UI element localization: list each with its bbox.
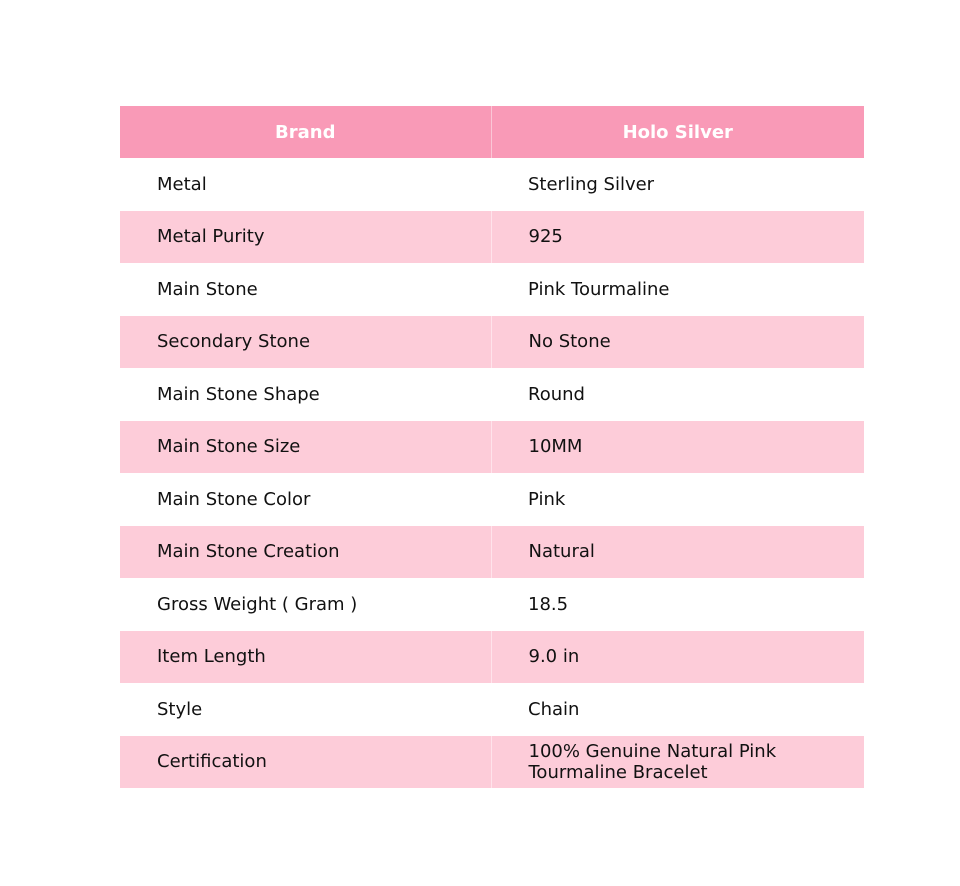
row-value-item-length: 9.0 in — [491, 631, 864, 684]
row-value-main-stone-creation: Natural — [491, 526, 864, 579]
table-row — [120, 211, 864, 264]
row-value-gross-weight: 18.5 — [491, 578, 864, 631]
row-label-metal-purity: Metal Purity — [120, 211, 491, 264]
row-value-main-stone-shape: Round — [491, 368, 864, 421]
row-label-secondary-stone: Secondary Stone — [120, 316, 491, 369]
row-label-main-stone: Main Stone — [120, 263, 491, 316]
row-label-metal: Metal — [120, 158, 491, 211]
row-label-main-stone-creation: Main Stone Creation — [120, 526, 491, 579]
table-row — [120, 736, 864, 789]
table-row — [120, 421, 864, 474]
table-row — [120, 263, 864, 316]
row-value-style: Chain — [491, 683, 864, 736]
table-row — [120, 526, 864, 579]
table-row — [120, 368, 864, 421]
table-row — [120, 158, 864, 211]
row-label-item-length: Item Length — [120, 631, 491, 684]
row-label-style: Style — [120, 683, 491, 736]
row-label-main-stone-size: Main Stone Size — [120, 421, 491, 474]
table-row — [120, 631, 864, 684]
row-value-metal: Sterling Silver — [491, 158, 864, 211]
row-value-main-stone-color: Pink — [491, 473, 864, 526]
table-header-row — [120, 106, 864, 158]
table-row — [120, 578, 864, 631]
row-label-main-stone-color: Main Stone Color — [120, 473, 491, 526]
row-value-main-stone-size: 10MM — [491, 421, 864, 474]
table-row — [120, 316, 864, 369]
row-value-main-stone: Pink Tourmaline — [491, 263, 864, 316]
product-spec-table — [120, 106, 864, 788]
row-label-main-stone-shape: Main Stone Shape — [120, 368, 491, 421]
row-label-certification: Certification — [120, 736, 491, 789]
header-brand-value: Holo Silver — [491, 106, 864, 158]
row-value-certification: 100% Genuine Natural Pink Tourmaline Bracelet — [491, 736, 864, 789]
header-brand-label: Brand — [120, 106, 491, 158]
table-row — [120, 683, 864, 736]
row-value-metal-purity: 925 — [491, 211, 864, 264]
row-value-secondary-stone: No Stone — [491, 316, 864, 369]
row-label-gross-weight: Gross Weight ( Gram ) — [120, 578, 491, 631]
table-row — [120, 473, 864, 526]
